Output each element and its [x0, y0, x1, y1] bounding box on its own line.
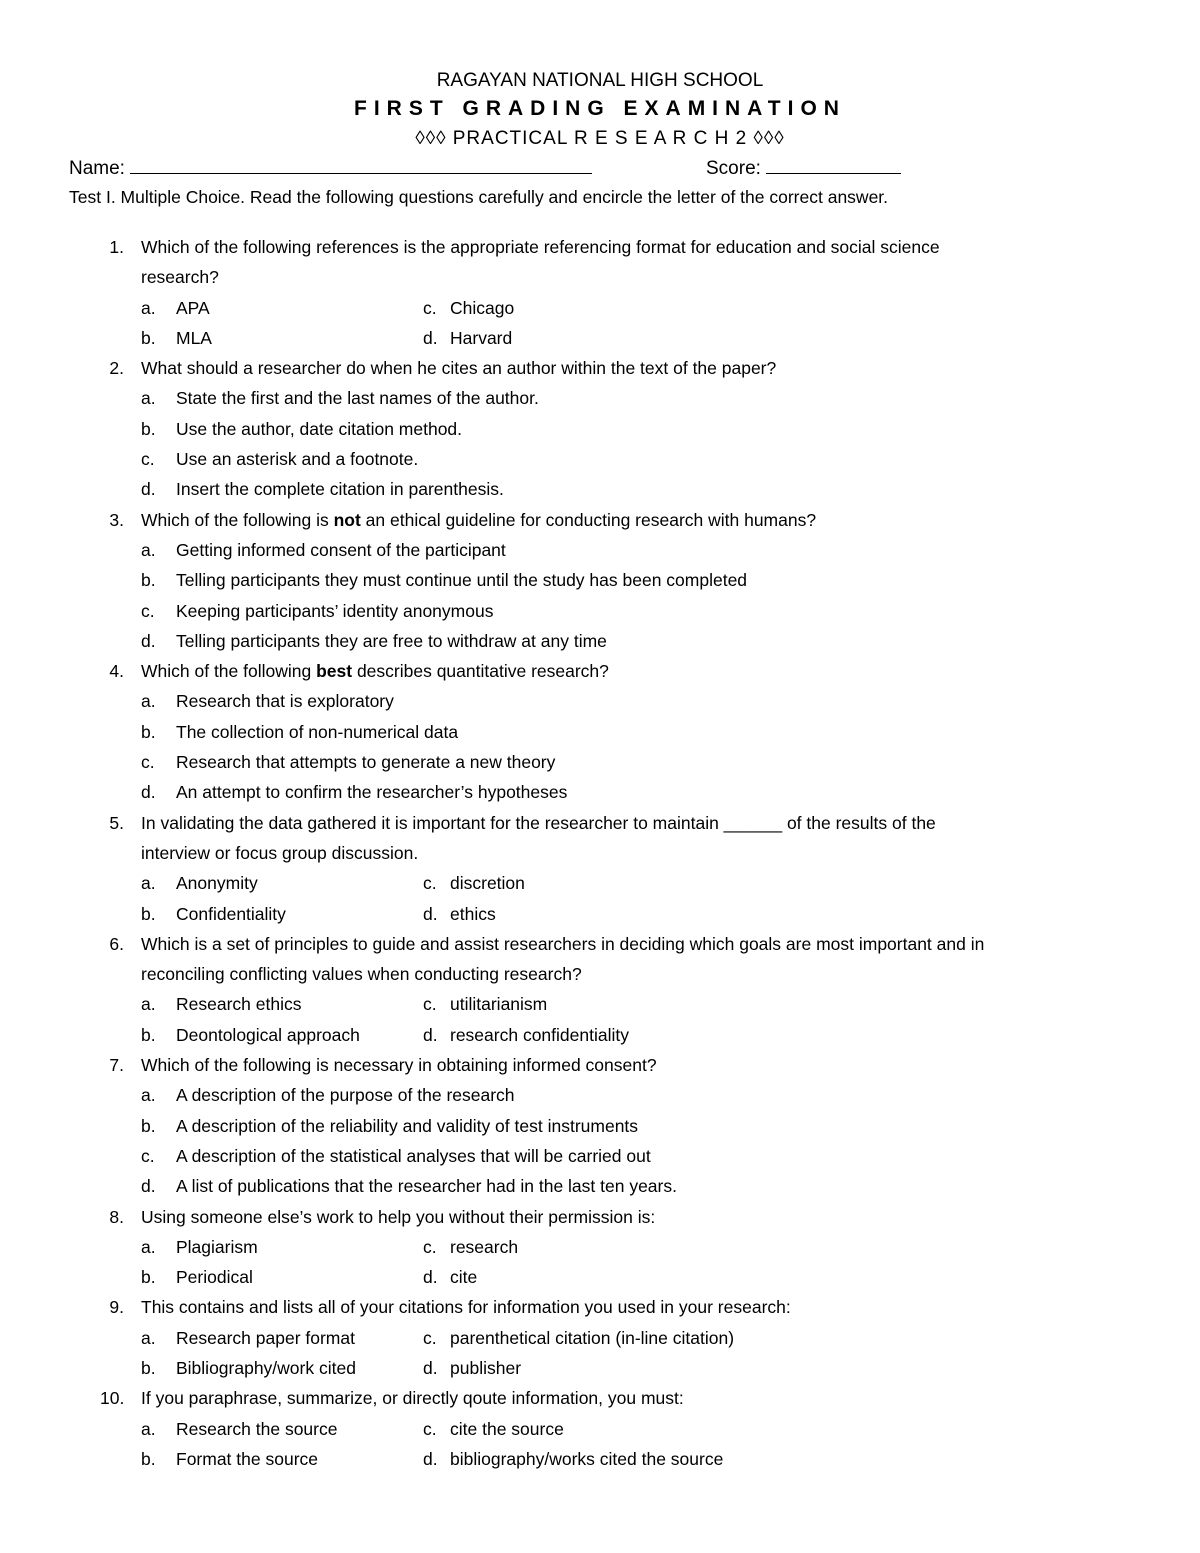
question-number: 1. — [109, 237, 124, 257]
option-letter[interactable]: d. — [141, 1176, 156, 1197]
option-letter[interactable]: b. — [141, 903, 156, 924]
question-line — [0, 232, 1200, 262]
option-text: Telling participants they must continue until the study has been completed — [176, 570, 748, 591]
option-letter[interactable]: a. — [141, 539, 156, 560]
question-line — [0, 656, 1200, 686]
option-text: A list of publications that the researcher had in the last ten years. — [176, 1176, 677, 1197]
question-number: 10. — [100, 1388, 125, 1409]
option-row — [0, 383, 1200, 413]
option-row — [0, 1262, 1200, 1292]
option-text: Telling participants they are free to withdraw at any time — [176, 630, 607, 651]
question-number: 2. — [109, 358, 124, 379]
option-letter[interactable]: c. — [141, 449, 155, 470]
option-letter[interactable]: b. — [141, 1024, 156, 1045]
option-text: Deontological approach — [176, 1024, 360, 1045]
question-line — [0, 505, 1200, 535]
question-number: 9. — [109, 1297, 124, 1318]
option-row — [0, 899, 1200, 929]
question-line — [0, 1050, 1200, 1080]
question-number: 8. — [109, 1206, 124, 1227]
option-text: Harvard — [450, 327, 513, 348]
option-letter[interactable]: d. — [141, 479, 156, 500]
question-line — [0, 838, 1200, 868]
option-text: bibliography/works cited the source — [450, 1448, 724, 1469]
question-line — [0, 353, 1200, 383]
option-letter[interactable]: c. — [141, 1145, 155, 1166]
option-text: Periodical — [176, 1267, 253, 1288]
option-row — [0, 1111, 1200, 1141]
question-text: Which of the following best describes quantitative research? — [141, 661, 609, 682]
question-number: 6. — [109, 933, 124, 954]
option-letter[interactable]: d. — [423, 1357, 438, 1378]
option-row — [0, 1353, 1200, 1383]
question-item — [0, 232, 1200, 353]
option-letter[interactable]: c. — [423, 1236, 437, 1257]
option-text: Bibliography/work cited — [176, 1357, 356, 1378]
subject-title: ◊◊◊ PRACTICAL R E S E A R C H 2 ◊◊◊ — [415, 128, 785, 149]
option-letter[interactable]: a. — [141, 1236, 156, 1257]
option-text: Research the source — [176, 1418, 338, 1439]
option-text: The collection of non-numerical data — [176, 721, 459, 742]
name-label: Name: — [69, 158, 125, 179]
question-item — [0, 1050, 1200, 1201]
option-letter[interactable]: d. — [141, 782, 156, 803]
option-letter[interactable]: d. — [423, 1024, 438, 1045]
question-text: Using someone else’s work to help you without their permission is: — [141, 1206, 656, 1227]
instructions: Test I. Multiple Choice. Read the following questions carefully and encircle the letter of the correct answer. — [69, 187, 889, 207]
name-field — [69, 155, 592, 180]
name-blank — [130, 155, 592, 174]
school-name: RAGAYAN NATIONAL HIGH SCHOOL — [436, 70, 764, 91]
option-letter[interactable]: a. — [141, 388, 156, 409]
option-letter[interactable]: a. — [141, 873, 156, 894]
question-item — [0, 1383, 1200, 1474]
question-line — [0, 808, 1200, 838]
question-line — [0, 959, 1200, 989]
question-number: 5. — [109, 812, 124, 833]
option-row — [0, 414, 1200, 444]
option-text: Anonymity — [176, 873, 258, 894]
option-letter[interactable]: b. — [141, 418, 156, 439]
option-row — [0, 747, 1200, 777]
score-label: Score: — [706, 158, 761, 179]
option-text: Research that is exploratory — [176, 691, 394, 712]
option-letter[interactable]: c. — [141, 600, 155, 621]
option-letter[interactable]: d. — [423, 327, 438, 348]
question-line — [0, 1383, 1200, 1413]
option-row — [0, 596, 1200, 626]
option-row — [0, 777, 1200, 807]
option-text: research confidentiality — [450, 1024, 629, 1045]
option-row — [0, 868, 1200, 898]
question-text: What should a researcher do when he cites an author within the text of the paper? — [141, 358, 777, 379]
option-text: ethics — [450, 903, 496, 924]
option-letter[interactable]: b. — [141, 570, 156, 591]
option-text: State the first and the last names of the author. — [176, 388, 539, 409]
option-text: Keeping participants’ identity anonymous — [176, 600, 494, 621]
option-row — [0, 293, 1200, 323]
option-text: Chicago — [450, 297, 515, 318]
option-row — [0, 1141, 1200, 1171]
option-letter[interactable]: c. — [423, 1418, 437, 1439]
option-text: parenthetical citation (in-line citation) — [450, 1327, 735, 1348]
option-row — [0, 626, 1200, 656]
option-letter[interactable]: a. — [141, 691, 156, 712]
option-letter[interactable]: b. — [141, 1448, 156, 1469]
option-row — [0, 717, 1200, 747]
option-text: Confidentiality — [176, 903, 286, 924]
question-line — [0, 1292, 1200, 1322]
option-row — [0, 1020, 1200, 1050]
question-text: Which of the following is necessary in obtaining informed consent? — [141, 1055, 657, 1076]
question-item — [0, 929, 1200, 1050]
question-line — [0, 262, 1200, 292]
option-letter[interactable]: c. — [423, 1327, 437, 1348]
option-text: Insert the complete citation in parenthesis. — [176, 479, 504, 500]
option-text: An attempt to confirm the researcher’s hypotheses — [176, 782, 568, 803]
question-item — [0, 808, 1200, 929]
option-row — [0, 1444, 1200, 1474]
question-text: Which of the following is not an ethical guideline for conducting research with humans? — [141, 509, 817, 530]
option-letter[interactable]: a. — [141, 994, 156, 1015]
question-line — [0, 929, 1200, 959]
option-letter[interactable]: c. — [141, 752, 155, 773]
question-number: 4. — [109, 661, 124, 682]
option-row — [0, 1080, 1200, 1110]
question-text: reconciling conflicting values when conducting research? — [141, 964, 582, 985]
option-text: research — [450, 1236, 519, 1257]
option-letter[interactable]: c. — [423, 873, 437, 894]
question-item — [0, 656, 1200, 807]
option-letter[interactable]: b. — [141, 1357, 156, 1378]
option-letter[interactable]: c. — [423, 994, 437, 1015]
option-letter[interactable]: d. — [141, 630, 156, 651]
option-letter[interactable]: a. — [141, 1085, 156, 1106]
option-letter[interactable]: d. — [423, 1267, 438, 1288]
option-text: MLA — [176, 327, 212, 348]
score-blank — [766, 155, 901, 174]
option-letter[interactable]: b. — [141, 1115, 156, 1136]
option-text: publisher — [450, 1357, 522, 1378]
question-item — [0, 1292, 1200, 1383]
option-row — [0, 444, 1200, 474]
question-text: interview or focus group discussion. — [141, 842, 419, 863]
question-text: In validating the data gathered it is important for the researcher to maintain ______ of the results of the — [141, 812, 936, 833]
option-row — [0, 535, 1200, 565]
option-row — [0, 474, 1200, 504]
score-field — [706, 155, 901, 180]
question-text: research? — [141, 267, 219, 288]
option-letter[interactable]: a. — [141, 297, 156, 318]
option-letter[interactable]: b. — [141, 1267, 156, 1288]
question-number: 3. — [109, 509, 124, 530]
option-text: A description of the statistical analyses that will be carried out — [176, 1145, 651, 1166]
option-text: Use an asterisk and a footnote. — [176, 449, 419, 470]
option-text: Format the source — [176, 1448, 318, 1469]
option-letter[interactable]: a. — [141, 1418, 156, 1439]
question-line — [0, 1202, 1200, 1232]
question-item — [0, 505, 1200, 656]
option-letter[interactable]: d. — [423, 903, 438, 924]
option-letter[interactable]: d. — [423, 1448, 438, 1469]
option-text: Use the author, date citation method. — [176, 418, 463, 439]
question-text: If you paraphrase, summarize, or directly qoute information, you must: — [141, 1388, 684, 1409]
option-letter[interactable]: c. — [423, 297, 437, 318]
option-text: utilitarianism — [450, 994, 548, 1015]
option-text: cite — [450, 1267, 478, 1288]
option-row — [0, 565, 1200, 595]
question-number: 7. — [109, 1055, 124, 1076]
option-row — [0, 323, 1200, 353]
question-item — [0, 353, 1200, 504]
option-text: cite the source — [450, 1418, 564, 1439]
exam-title: FIRST GRADING EXAMINATION — [354, 97, 846, 120]
option-row — [0, 686, 1200, 716]
question-item — [0, 1202, 1200, 1293]
question-list — [0, 232, 1200, 1474]
option-text: Plagiarism — [176, 1236, 258, 1257]
option-text: discretion — [450, 873, 525, 894]
option-text: A description of the reliability and validity of test instruments — [176, 1115, 639, 1136]
option-row — [0, 1171, 1200, 1201]
option-row — [0, 1414, 1200, 1444]
option-text: A description of the purpose of the research — [176, 1085, 515, 1106]
option-row — [0, 1323, 1200, 1353]
option-row — [0, 989, 1200, 1019]
question-text: Which of the following references is the appropriate referencing format for education and social science — [141, 237, 940, 257]
option-text: Research that attempts to generate a new theory — [176, 752, 556, 773]
option-text: Research ethics — [176, 994, 302, 1015]
option-letter[interactable]: a. — [141, 1327, 156, 1348]
option-letter[interactable]: b. — [141, 327, 156, 348]
option-text: Getting informed consent of the participant — [176, 539, 506, 560]
option-text: Research paper format — [176, 1327, 355, 1348]
option-row — [0, 1232, 1200, 1262]
question-text: Which is a set of principles to guide and assist researchers in deciding which goals are most important and in — [141, 933, 985, 954]
option-text: APA — [176, 297, 210, 318]
question-text: This contains and lists all of your citations for information you used in your research: — [141, 1297, 791, 1318]
option-letter[interactable]: b. — [141, 721, 156, 742]
